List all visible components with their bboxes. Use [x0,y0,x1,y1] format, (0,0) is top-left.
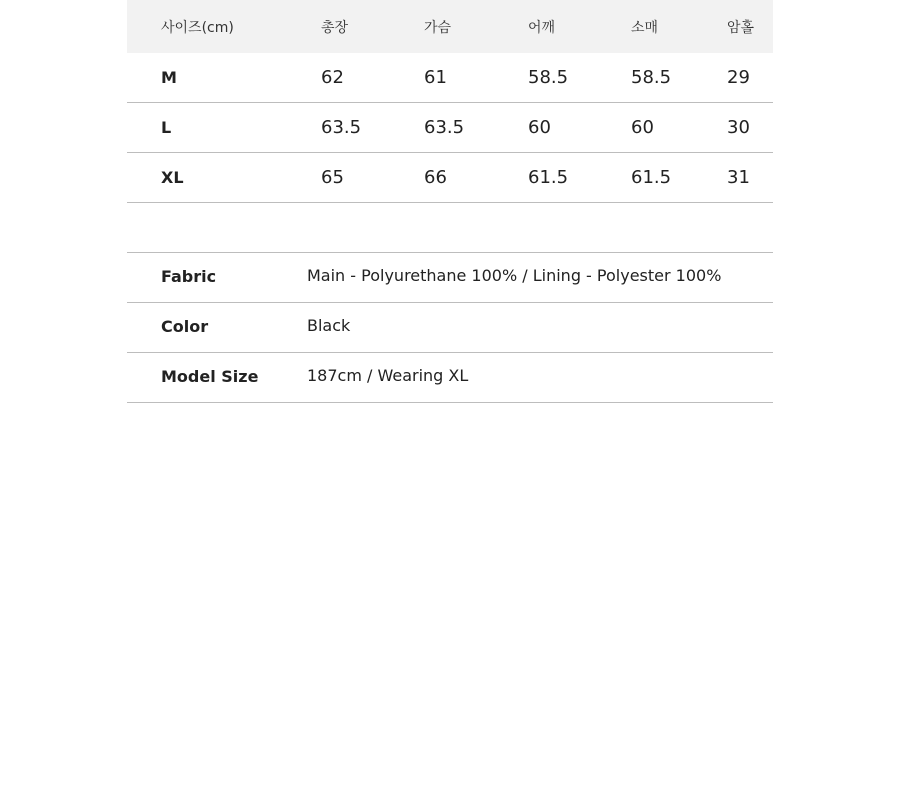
size-table-header: 사이즈(cm) 총장 가슴 어깨 소매 암홀 [127,0,773,53]
info-label: Fabric [161,267,217,286]
info-value: Main - Polyurethane 100% / Lining - Polyester 100% [307,266,722,285]
info-row-model-size [127,353,773,403]
size-label: M [161,68,177,87]
info-value: 187cm / Wearing XL [307,366,469,385]
info-row-color [127,303,773,353]
table-row: M 62 61 58.5 58.5 29 [127,53,773,103]
info-label: Color [161,317,209,336]
size-table [127,0,773,203]
product-info-table [127,252,773,403]
info-label: Model Size [161,367,259,386]
info-value: Black [307,316,351,335]
size-label: L [161,118,172,137]
header-size-unit: 사이즈(cm) [161,19,234,36]
size-label: XL [161,168,184,187]
info-row-fabric [127,253,773,303]
table-row: XL 65 66 61.5 61.5 31 [127,153,773,203]
table-row: L 63.5 63.5 60 60 30 [127,103,773,153]
